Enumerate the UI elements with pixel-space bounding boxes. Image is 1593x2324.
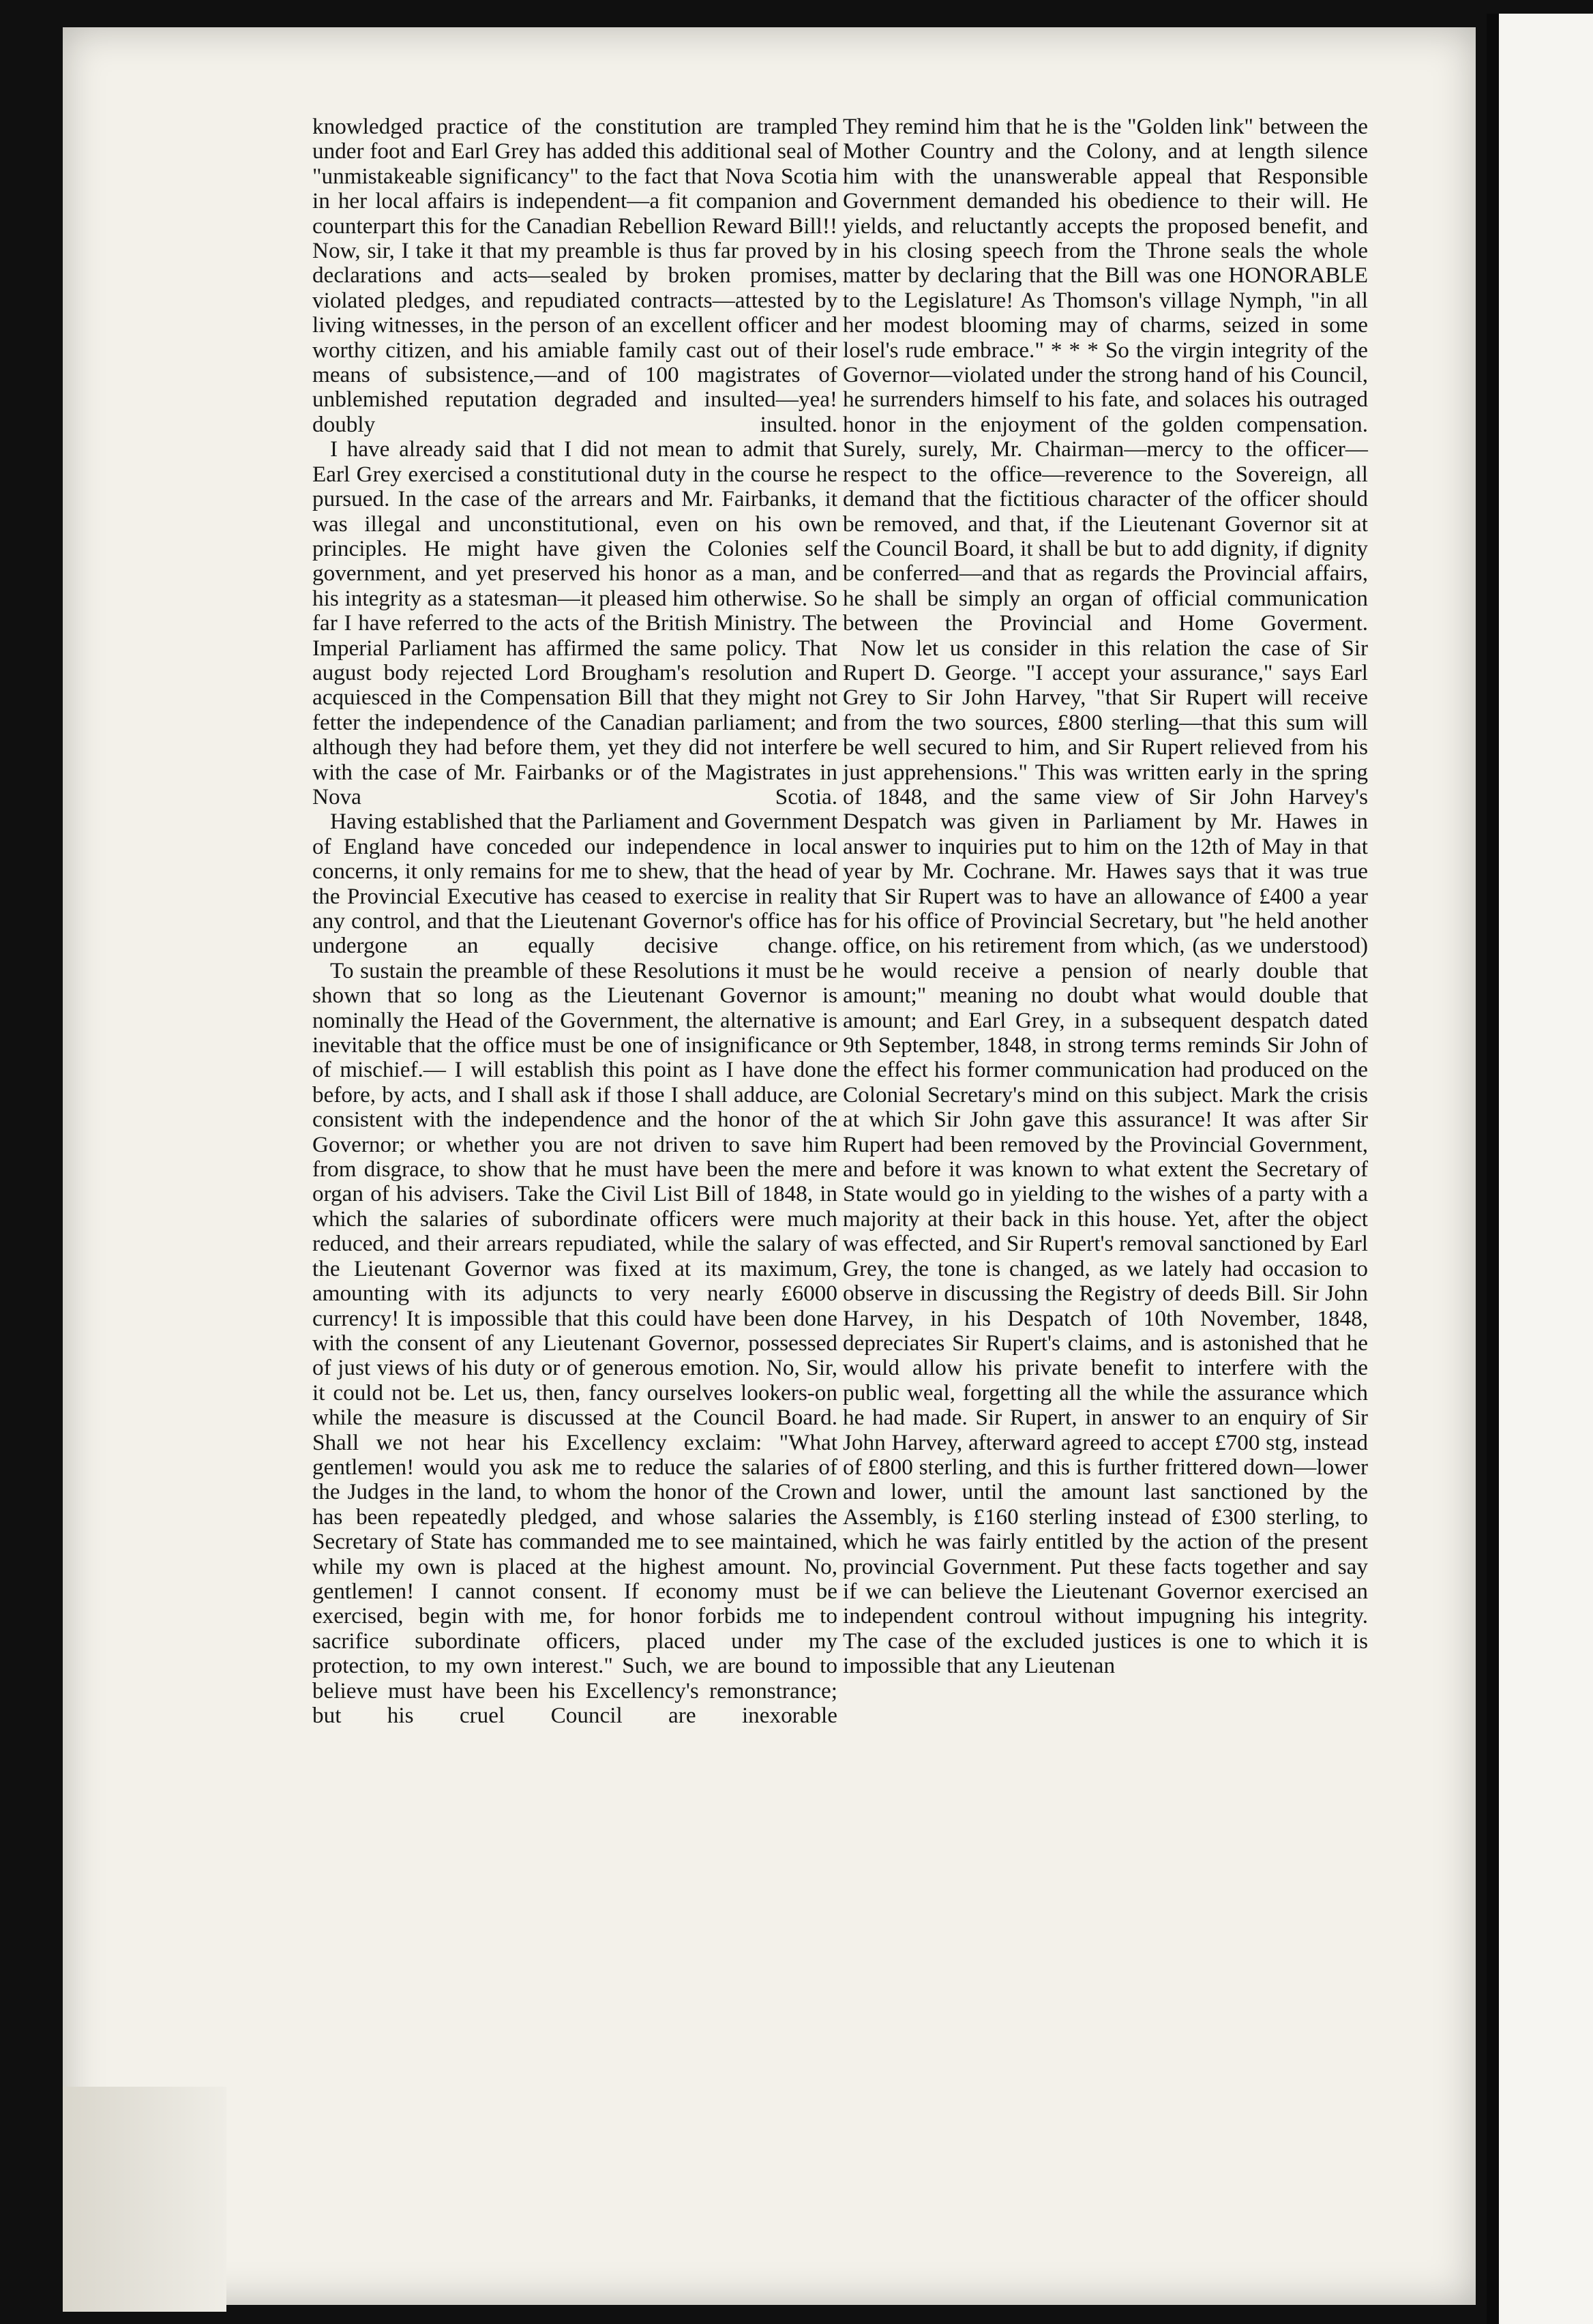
paragraph: Having established that the Parliament and Government of England have conceded our independence in local concerns, it only remains for me to shew, that the head of the Provincial Executive has ceased to exercise in reality any control, and that the Lieutenant Governor's office has undergone an equally decisive change.	[312, 809, 837, 959]
page-edge-shadow	[63, 2087, 226, 2312]
adjacent-page-strip	[1487, 14, 1593, 2324]
paragraph: The case of the excluded justices is one to which it is impossible that any Lieutenan	[843, 1628, 1368, 1679]
paragraph: To sustain the preamble of these Resolutions it must be shown that so long as the Lieutenant Governor is nominally the Head of the Government, the alternative is inevitable that the office must be one of insignificance or of mischief.— I will establish this point as I have done before, by acts, and I shall ask if those I shall adduce, are consistent with the independence and the honor of the Governor; or whether you are not driven to save him from disgrace, to show that he must have been the mere organ of his advisers. Take the Civil List Bill of 1848, in which the salaries of subordinate officers were much reduced, and their arrears repudiated, while the salary of the Lieutenant Governor was fixed at its maximum, amounting with its adjuncts to very nearly £6000 currency! It is impossible that this could have been done with the consent of any Lieutenant Governor, possessed of just views of his duty or of generous emotion. No, Sir, it could not be. Let us, then, fancy ourselves lookers-on while the measure is discussed at the Council Board. Shall we not hear his Excellency exclaim: "What gentlemen! would you ask me to reduce the salaries of the Judges in the land, to whom the honor of the Crown has been repeatedly pledged, and whose salaries the Secretary of State has commanded me to see maintained, while my own is placed at the highest amount. No, gentlemen! I cannot consent. If economy must be exercised, begin with me, for honor forbids me to sacrifice subordinate officers, placed under my protection, to my own interest." Such, we are bound to believe must have been his Excellency's remonstrance; but his cruel Council are inexorable	[312, 957, 837, 1728]
right-column	[843, 115, 1368, 1679]
paragraph: knowledged practice of the constitution are trampled under foot and Earl Grey has added this additional seal of "unmistakeable significancy" to the fact that Nova Scotia in her local affairs is independent—a fit companion and counterpart this for the Canadian Rebellion Reward Bill!! Now, sir, I take it that my preamble is thus far proved by declarations and acts—sealed by broken promises, violated pledges, and repudiated contracts—attested by living witnesses, in the person of an excellent officer and worthy citizen, and his amiable family cast out of their means of subsistence,—and of 100 magistrates of unblemished reputation degraded and insulted—yea! doubly insulted.	[312, 114, 837, 437]
paragraph: I have already said that I did not mean to admit that Earl Grey exercised a constitutional duty in the course he pursued. In the case of the arrears and Mr. Fairbanks, it was illegal and unconstitutional, even on his own principles. He might have given the Colonies self government, and yet preserved his honor as a man, and his integrity as a statesman—it pleased him otherwise. So far I have referred to the acts of the British Ministry. The Imperial Parliament has affirmed the same policy. That august body rejected Lord Brougham's resolution and acquiesced in the Compensation Bill that they might not fetter the independence of the Canadian parliament; and although they had before them, yet they did not interfere with the case of Mr. Fairbanks or of the Magistrates in Nova Scotia.	[312, 436, 837, 809]
paragraph: Now let us consider in this relation the case of Sir Rupert D. George. "I accept your assurance," says Earl Grey to Sir John Harvey, "that Sir Rupert will receive from the two sources, £800 sterling—that this sum will be well secured to him, and Sir Rupert relieved from his just apprehensions." This was written early in the spring of 1848, and the same view of Sir John Harvey's Despatch was given in Parliament by Mr. Hawes in answer to inquiries put to him on the 12th of May in that year by Mr. Cochrane. Mr. Hawes says that it was true that Sir Rupert was to have an allowance of £400 a year for his office of Provincial Secretary, but "he held another office, on his retirement from which, (as we understood) he would receive a pension of nearly double that amount;" meaning no doubt what would double that amount; and Earl Grey, in a subsequent despatch dated 9th September, 1848, in strong terms reminds Sir John of the effect his former communication had produced on the Colonial Secretary's mind on this subject. Mark the crisis at which Sir John gave this assurance! It was after Sir Rupert had been removed by the Provincial Government, and before it was known to what extent the Secretary of State would go in yielding to the wishes of a party with a majority at their back in this house. Yet, after the object was effected, and Sir Rupert's removal sanctioned by Earl Grey, the tone is changed, as we lately had occasion to observe in discussing the Registry of deeds Bill. Sir John Harvey, in his Despatch of 10th November, 1848, depreciates Sir Rupert's claims, and is astonished that he would allow his private benefit to interfere with the public weal, forgetting all the while the assurance which he had made. Sir Rupert, in answer to an enquiry of Sir John Harvey, afterward agreed to accept £700 stg, instead of £800 sterling, and this is further frittered down—lower and lower, until the amount last sanctioned by the Assembly, is £160 sterling instead of £300 sterling, to which he was fairly entitled by the action of the present provincial Government. Put these facts together and say if we can believe the Lieutenant Governor exercised an independent controul without impugning his integrity.	[843, 635, 1368, 1629]
paragraph: They remind him that he is the "Golden link" between the Mother Country and the Colony, and at length silence him with the unanswerable appeal that Responsible Government demanded his obedience to their will. He yields, and reluctantly accepts the proposed benefit, and in his closing speech from the Throne seals the whole matter by declaring that the Bill was one HONORABLE to the Legislature! As Thomson's village Nymph, "in all her modest blooming may of charms, seized in some losel's rude embrace." * * * So the virgin integrity of the Governor—violated under the strong hand of his Council, he surrenders himself to his fate, and solaces his outraged honor in the enjoyment of the golden compensation. Surely, surely, Mr. Chairman—mercy to the officer—respect to the office—reverence to the Sovereign, all demand that the fictitious character of the officer should be removed, and that, if the Lieutenant Governor sit at the Council Board, it shall be but to add dignity, if dignity be conferred—and that as regards the Provincial affairs, he shall be simply an organ of official communication between the Provincial and Home Goverment.	[843, 114, 1368, 636]
left-column	[312, 115, 837, 1728]
